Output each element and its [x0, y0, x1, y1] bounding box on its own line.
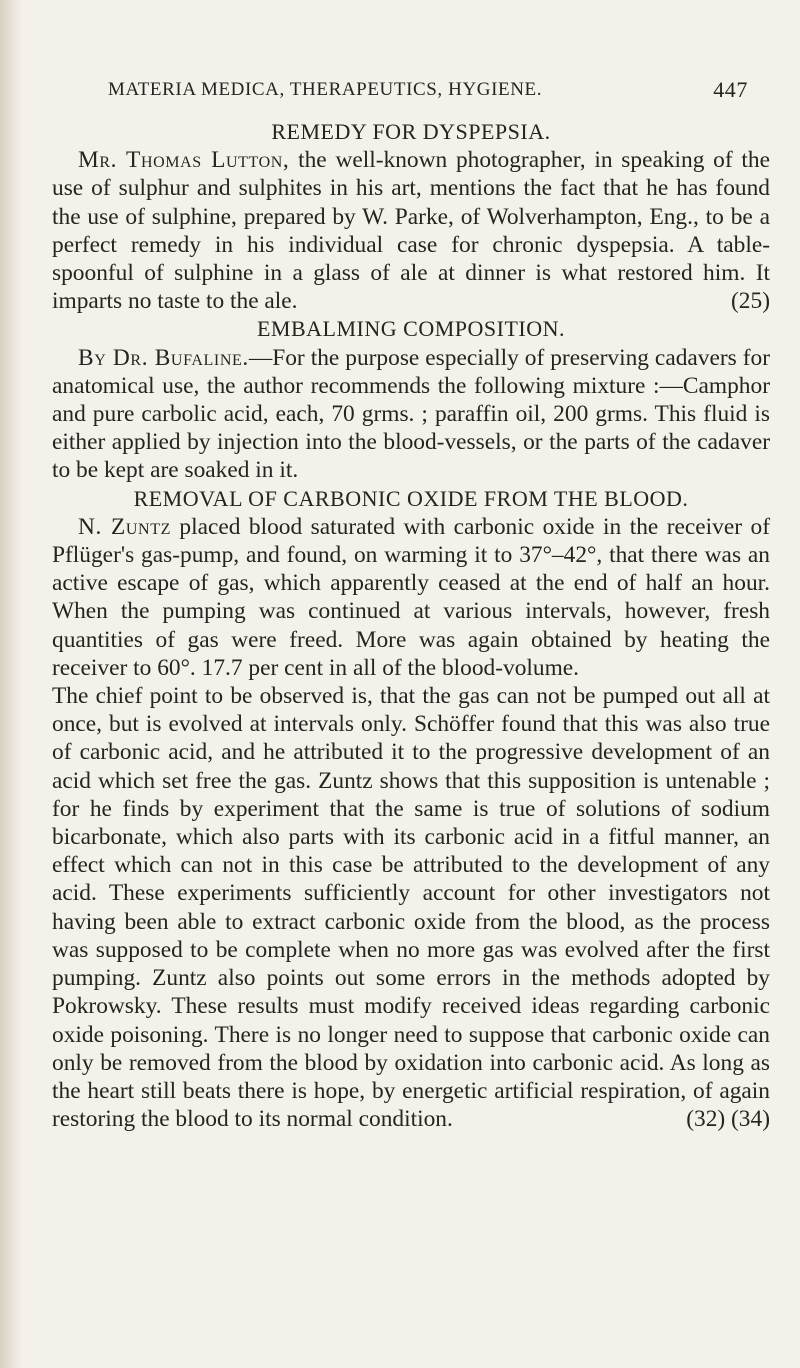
lead-author-zuntz: N. Zuntz — [78, 513, 171, 540]
paragraph-carbonic-oxide-2 — [52, 682, 770, 1133]
section-title-carbonic-oxide: REMOVAL OF CARBONIC OXIDE FROM THE BLOOD. — [133, 485, 689, 511]
paragraph-text: —For the purpose especially of preserving cadavers for anatomical use, the author recommends the following mixture :—Camphor and pure carbolic acid, each, 70 grms. ; paraffin oil, 200 grms. This fluid is either applied by injection into the blood-vessels, or the parts of the cadaver to be kept are soaked in it. — [52, 344, 770, 484]
reference-marker: (25) — [731, 288, 770, 315]
paragraph-carbonic-oxide-1 — [52, 513, 770, 682]
lead-author-bufaline: By Dr. Bufaline. — [78, 344, 249, 371]
page-edge-shadow — [0, 0, 22, 1368]
page-number: 447 — [713, 77, 748, 102]
paragraph-dyspepsia — [52, 146, 770, 315]
paragraph-text: The chief point to be observed is, that the gas can not be pumped out all at once, but is evolved at intervals only. Schöffer found that this was also true of carbonic acid, and he attributed it to the progressive development of an acid which set free the gas. Zuntz shows that this supposition is untenable ; for he finds by experiment that the same is true of solutions of sodium bicarbonate, which also parts with its carbonic acid in a fitful manner, an effect which can not in this case be attributed to the development of any acid. These experiments sufficiently account for other investigators not having been able to extract carbonic oxide from the blood, as the process was supposed to be complete when no more gas was evolved after the first pumping. Zuntz also points out some errors in the methods adopted by Pokrowsky. These results must modify received ideas regarding carbonic oxide poisoning. There is no longer need to suppose that carbonic oxide can only be removed from the blood by oxidation into carbonic acid. As long as the heart still beats there is hope, by energetic artificial respiration, of again restoring the blood to its normal condition. — [52, 683, 770, 1133]
reference-marker: (32) (34) — [686, 1106, 770, 1133]
paragraph-embalming — [52, 344, 770, 485]
running-head — [108, 79, 748, 111]
paragraph-text: placed blood saturated with carbonic oxide in the receiver of Pflüger's gas-pump, and found, on warming it to 37°–42°, that there was an active escape of gas, which apparently ceased at the end of half an hour. When the pumping was continued at various intervals, however, fresh quantities of gas were freed. More was again obtained by heating the receiver to 60°. 17.7 per cent in all of the blood-volume. — [52, 513, 770, 681]
section-title-dyspepsia: REMEDY FOR DYSPEPSIA. — [271, 119, 551, 144]
page-content — [52, 118, 770, 1133]
section-title-embalming: EMBALMING COMPOSITION. — [256, 316, 565, 342]
paragraph-text: the well-known photographer, in speaking of the use of sulphur and sulphites in his art, mentions the fact that he has found the use of sulphine, prepared by W. Parke, of Wolverhampton, Eng., to be a perfect remedy in his individual case for chronic dyspepsia. A table-spoonful of sulphine in a glass of ale at dinner is what restored him. It imparts no taste to the ale. — [52, 147, 771, 315]
lead-author-lutton: Mr. Thomas Lutton, — [78, 147, 290, 174]
running-head-title: MATERIA MEDICA, THERAPEUTICS, HYGIENE. — [108, 79, 543, 100]
